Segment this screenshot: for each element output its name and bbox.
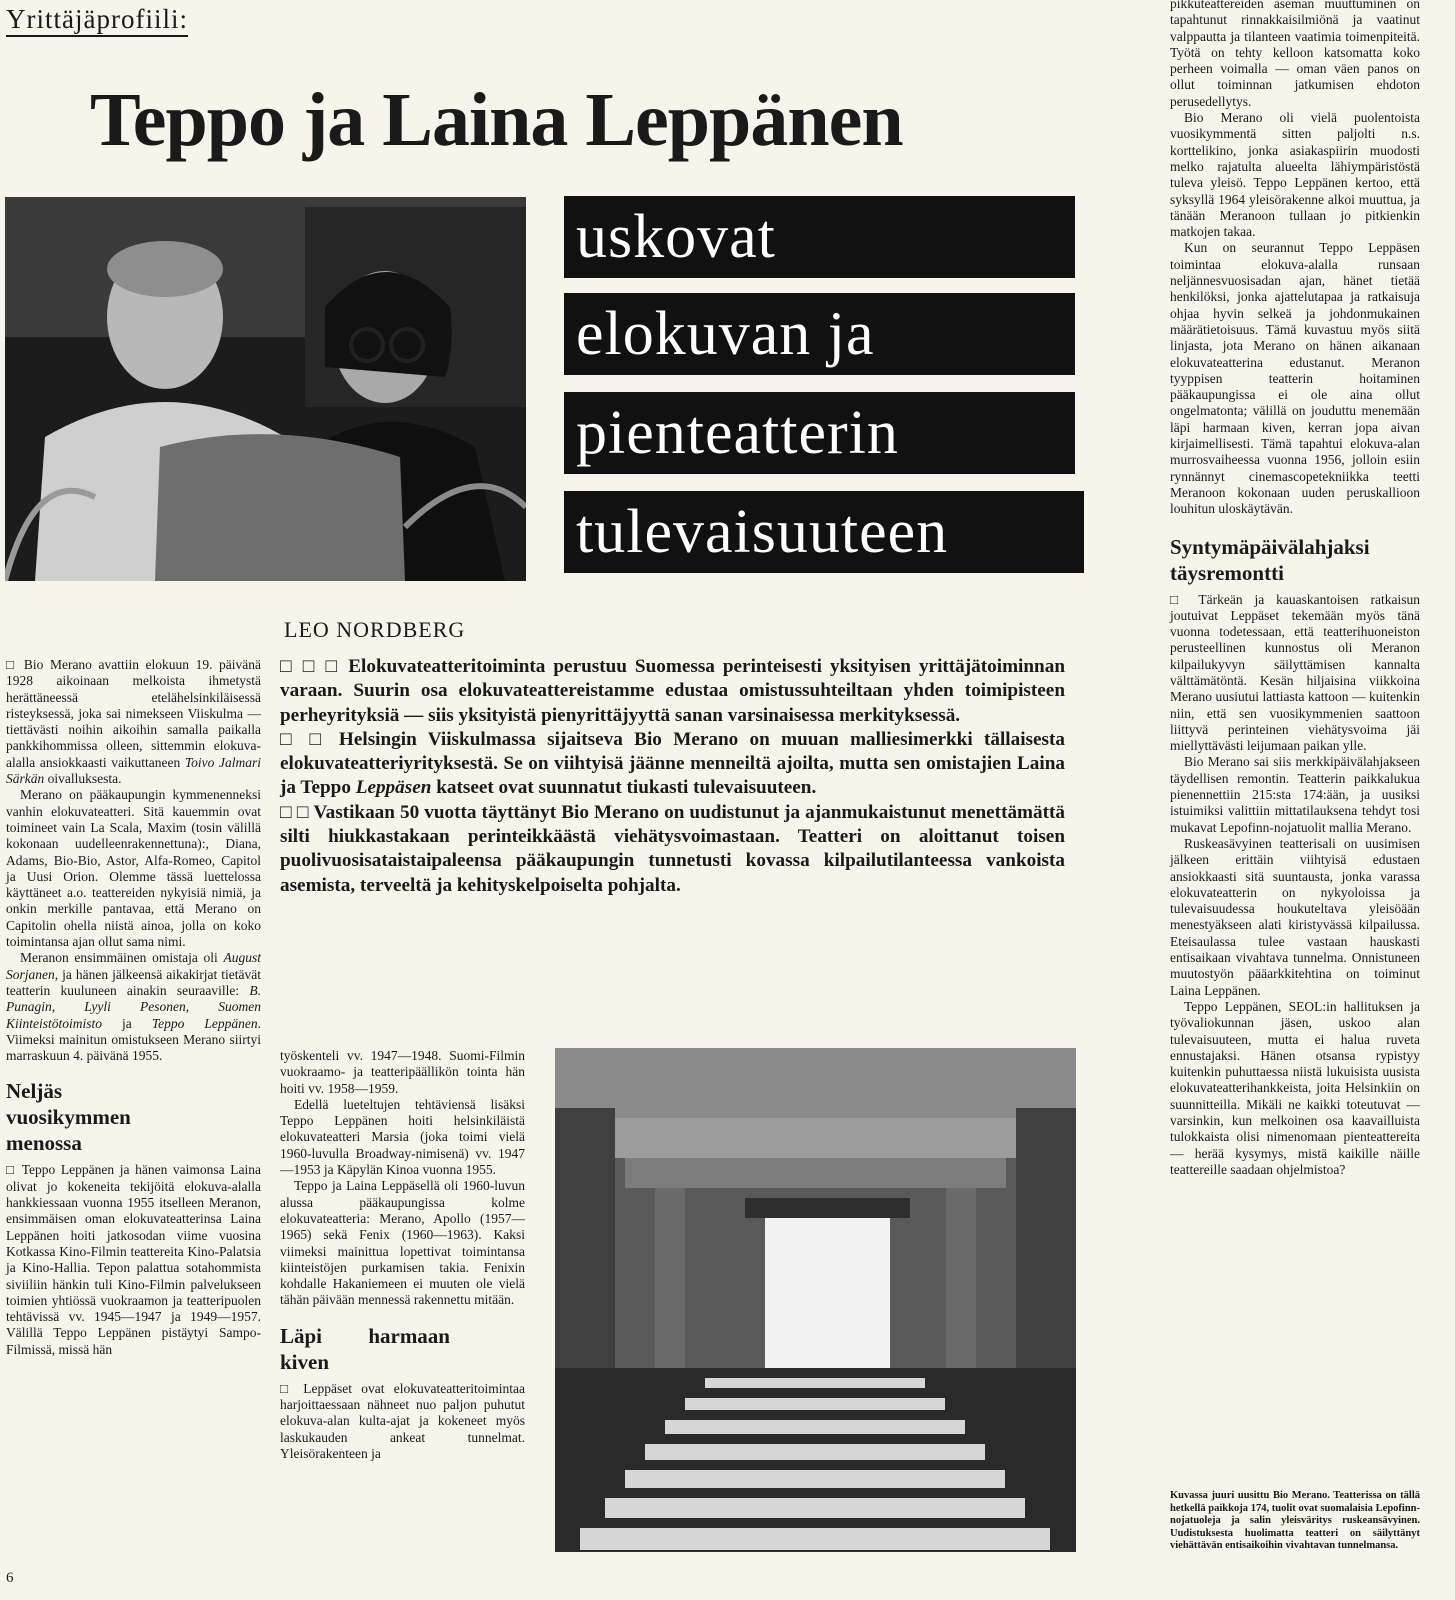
col3-paragraph-5: Bio Merano sai siis merkkipäivälahjakseen täydellisen remontin. Teatterin paikkalukua pienennettiin 215:sta 174:ään, ja uusiksi istuimiksi valittiin mittatilauksena tehdyt tosi mukavat Lepofinn-nojatuolit mallia Merano. xyxy=(1170,754,1420,835)
col2-paragraph-1: työskenteli vv. 1947—1948. Suomi-Filmin vuokraamo- ja teatteripäällikön tointa hän hoiti vv. 1958—1959. xyxy=(280,1048,525,1096)
col3-paragraph-6: Ruskeasävyinen teatterisali on uusimisen jälkeen erittäin viihtyisä edustaen ansiokkaasti sitä suuntausta, jonka varassa elokuvateatterin on nykyoloissa ja tulevaisuudessa houkuteltava yleisöään menestyäkseen alati kiristyvässä kilpailussa. Eteisaulassa tulee vastaan hauskasti entisaikaan vivahtava tunnelma. Onnistuneen muutostyön pääarkkitehtina on toiminut Laina Leppänen. xyxy=(1170,835,1420,998)
col2-paragraph-2: Edellä lueteltujen tehtäviensä lisäksi Teppo Leppänen hoiti helsinkiläistä elokuvateatteri Marsia (joka toimi vielä 1960-luvulla Broadway-nimisenä) vv. 1947—1953 ja Käpylän Kinoa vuonna 1955. xyxy=(280,1096,525,1178)
col1-paragraph-3: Meranon ensimmäinen omistaja oli August Sorjanen, ja hänen jälkeensä aikakirjat tietävät teatterin kuuluneen ainakin seuraaville: B. Punagin, Lyyli Pesonen, Suomen Kiinteistötoimisto ja Teppo Leppänen. Viimeksi mainitun omistukseen Merano siirtyi marraskuun 4. päivänä 1955. xyxy=(6,950,261,1064)
col3-paragraph-1: pikkuteattereiden aseman muuttuminen on tapahtunut rinnakkaisilmiönä ja vaatinut valppautta ja tilanteen vaatimia toimenpiteitä. Työtä on tehty kelloon katsomatta koko perheen voimalla — oman väen panos on ollut toiminnan jatkumisen ehdoton perusedellytys. xyxy=(1170,0,1420,109)
byline: LEO NORDBERG xyxy=(284,617,466,642)
photo-caption: Kuvassa juuri uusittu Bio Merano. Teatterissa on tällä hetkellä paikkoja 174, tuolit ovat suomalaisia Lepofinn-nojatuoleja ja salin yleisväritys ruskeansävyinen. Uudistuksesta huolimatta teatteri on säilyttänyt viehättävän entisaikoihin vivahtavan tunnelmansa. xyxy=(1170,1490,1420,1551)
col2-paragraph-3: Teppo ja Laina Leppäsellä oli 1960-luvun alussa pääkaupungissa kolme elokuvateatteria: Merano, Apollo (1957—1965) sekä Fenix (1960—1963). Kaksi viimeksi mainittua lopettivat toimintansa kiinteistöjen purkamisen takia. Fenixin kohdalle Hakaniemeen ei muuten ole vielä tähän päivään mennessä rakennettu mitään. xyxy=(280,1178,525,1308)
col3-paragraph-4: □ Tärkeän ja kauaskantoisen ratkaisun joutuivat Leppäset tekemään myös tänä vuonna todetessaan, että teatterihuoneiston perusteellinen kunnostus oli Meranon kilpailukyvyn säilyttämisen kannalta välttämätöntä. Kesän hiljaisina viikkoina Merano uusiutui lattiasta kattoon — kuitenkin niin, että sen vuosikymmenien saattoon liittyvä perinteinen viehätysvoima jäi miellyttävästi leijumaan paikan ylle. xyxy=(1170,591,1420,754)
column-3 xyxy=(1170,0,1420,1178)
col3-paragraph-7: Teppo Leppänen, SEOL:in hallituksen ja työvaliokunnan jäsen, uskoo alan tulevaisuuteen, mutta ei halua ruveta ennustajaksi. Hänen otsansa rypistyy kuitenkin puhuttaessa niistä lukuisista uusista elokuvateatterihankkeista, joita Helsinkiin on suunnitteilla. Mikäli ne kaikki toteutuvat — varsinkin, kun melkoinen osa kaavailluista tulokkaista olisi nimenomaan pienteattereita — herää kysymys, mistä kaikille näille teattereille saadaan ohjelmistoa? xyxy=(1170,998,1420,1177)
subtitle-line-1: uskovat xyxy=(564,196,1075,278)
subtitle-line-4: tulevaisuuteen xyxy=(564,491,1084,573)
column-1 xyxy=(6,657,261,1358)
col1-paragraph-1: □ Bio Merano avattiin elokuun 19. päivänä 1928 aikoinaan melkoista ihmetystä herättäneessä etelähelsinkiläisessä risteyksessä, joka sai nimekseen Viiskulma — tiettävästi noihin aikoihin samalla paikalla pankkihommissa olleen, sittemmin elokuva-alalla ansiokkaasti vaikuttaneen Toivo Jalmari Särkän oivalluksesta. xyxy=(6,657,261,787)
section-kicker: Yrittäjäprofiili: xyxy=(6,4,188,37)
lead-ingress xyxy=(280,655,1065,898)
col3-subhead: Syntymäpäivälahjaksi täysremontti xyxy=(1170,534,1370,585)
lead-paragraph-2: □ □ Helsingin Viiskulmassa sijaitseva Bio Merano on muuan malliesimerkki tällaisesta elokuvateatteriyrityksestä. Se on viihtyisä jäänne menneiltä ajoilta, mutta sen omistajien Laina ja Teppo Leppäsen katseet ovat suunnatut tiukasti tulevaisuuteen. xyxy=(280,728,1065,799)
subtitle-line-3: pienteatterin xyxy=(564,392,1075,474)
theater-photo xyxy=(555,1048,1076,1552)
headline: Teppo ja Laina Leppänen xyxy=(90,78,903,162)
lead-paragraph-1: □ □ □ Elokuvateatteritoiminta perustuu Suomessa perinteisesti yksityisen yrittäjätoiminnan varaan. Suurin osa elokuvateattereistamme edustaa omistussuhteiltaan yhden toimipisteen perheyrityksiä — siis yksityistä pienyrittäjyyttä sanan varsinaisessa merkityksessä. xyxy=(280,656,1065,726)
theater-illustration xyxy=(555,1048,1076,1552)
col1-paragraph-4: □ Teppo Leppänen ja hänen vaimonsa Laina olivat jo kokeneita tekijöitä elokuva-alalla hankkiessaan vuonna 1955 itselleen Meranon, ensimmäisen oman elokuvateatterinsa Laina Leppänen hoiti jatkosodan viime vuosina Kotkassa Kino-Filmin teattereita Kino-Palatsia ja Kino-Hallia. Tepon palattua sotahommista siviiliin hänkin tuli Kino-Filmin palvelukseen toimien yhtiössä vuokraamon ja teatteripuolen tehtävissä vv. 1945—1947 ja 1949—1957. Välillä Teppo Leppänen pistäytyi Sampo-Filmissä, missä hän xyxy=(6,1162,261,1357)
column-2 xyxy=(280,1048,525,1462)
col3-paragraph-2: Bio Merano oli vielä puolentoista vuosikymmentä sitten paljolti n.s. korttelikino, jonka asiakaspiirin muodosti melko rajatulta alueelta lähiympäristöstä tuleva yleisö. Teppo Leppänen kertoo, että syksyllä 1964 yleisörakenne alkoi muuttua, ja tänään Meranoon tullaan jo pitkienkin matkojen takaa. xyxy=(1170,110,1420,240)
subtitle-line-2: elokuvan ja xyxy=(564,293,1075,375)
lead-paragraph-3: □ □ Vastikaan 50 vuotta täyttänyt Bio Merano on uudistunut ja ajanmukaistunut menettämättä silti hiukkastakaan perinteikkäästä viehätysvoimastaan. Teatteri on aloittanut toisen puolivuosisataistaipaleensa pääkaupungin tunnetusti kovassa kilpailutilanteessa vankoista asemista, terveeltä ja kehityskelpoiselta pohjalta. xyxy=(280,801,1065,896)
col3-paragraph-3: Kun on seurannut Teppo Leppäsen toimintaa elokuva-alalla runsaan neljännesvuosisadan ajan, hänet tietää henkilöksi, jonka ajattelutapaa ja ratkaisuja ohjaa hyvin selkeä ja johdonmukainen määrätietoisuus. Tämä kuvastuu myös siitä linjasta, jota Merano on hänen aikanaan elokuvateatterina edustanut. Meranon tyyppisen teatterin hoitaminen pääkaupungissa ei ole aina ollut ongelmatonta; välillä on jouduttu menemään läpi harmaan kiven, kerran jopa aivan kirjaimellisesti. Tämä tapahtui elokuva-alan murrosvaiheessa vuonna 1956, jolloin esiin rynnännyt cinemascopetekniikka teetti Meranoon kokonaan uuden peruskallioon louhitun uloskäytävän. xyxy=(1170,240,1420,517)
col2-paragraph-4: □ Leppäset ovat elokuvateatteritoimintaa harjoittaessaan nähneet nuo paljon puhutut elokuva-alan kulta-ajat ja kokeneet myös laskukauden ankeat tunnelmat. Yleisörakenteen ja xyxy=(280,1380,525,1461)
portrait-illustration xyxy=(5,197,526,581)
col1-paragraph-2: Merano on pääkaupungin kymmenenneksi vanhin elokuvateatteri. Sitä kauemmin ovat toimineet vain La Scala, Maxim (tosin välillä kokonaan uudelleenrakennettuna):, Diana, Adams, Bio-Bio, Astor, Alfa-Romeo, Capitol ja Uusi Orion. Olemme tässä luettelossa käyttäneet a.o. teattereiden nykyisiä nimiä, ja onkin merkille pantavaa, että Merano on Capitolin ohella niistä ainoa, jolla on koko toimintansa ajan ollut sama nimi. xyxy=(6,787,261,950)
col2-subhead: Läpi harmaan kiven xyxy=(280,1323,450,1374)
page-number: 6 xyxy=(6,1570,14,1586)
col1-subhead: Neljäs vuosikymmen menossa xyxy=(6,1079,131,1156)
portrait-photo xyxy=(5,197,526,581)
